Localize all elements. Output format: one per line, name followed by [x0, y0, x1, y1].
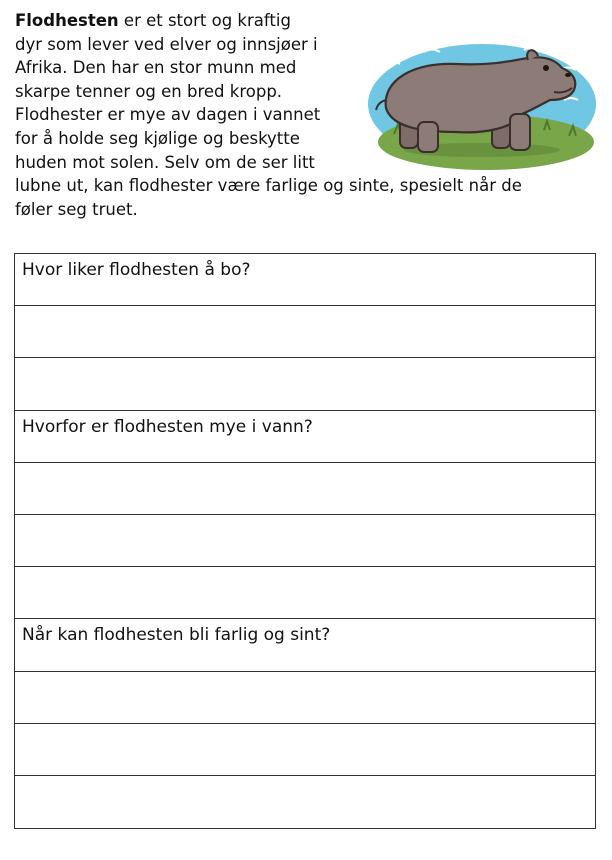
intro-line-5: Flodhester er mye av dagen i vannet [15, 105, 321, 125]
hippo-icon [364, 30, 596, 175]
answer-line[interactable] [15, 306, 595, 358]
question-row [15, 619, 595, 671]
intro-line-3: Afrika. Den har en stor munn med [15, 58, 297, 78]
question-3: Når kan flodhesten bli farlig og sint? [22, 625, 331, 646]
question-row [15, 254, 595, 306]
answer-line[interactable] [15, 463, 595, 515]
intro-line-1-rest: er et stort og kraftig [118, 11, 291, 30]
intro-line-7: huden mot solen. Selv om de ser litt [15, 152, 315, 172]
intro-line-6: for å holde seg kjølige og beskytte [15, 128, 300, 148]
intro-line-9: føler seg truet. [15, 199, 138, 219]
answer-line[interactable] [15, 724, 595, 776]
intro-line-8: lubne ut, kan flodhester være farlige og sinte, spesielt når de [15, 176, 522, 196]
intro-line-4: skarpe tenner og en bred kropp. [15, 81, 283, 101]
answer-line[interactable] [15, 515, 595, 567]
intro-line-2: dyr som lever ved elver og innsjøer i [15, 34, 318, 54]
answer-line[interactable] [15, 672, 595, 724]
answer-line[interactable] [15, 567, 595, 619]
question-1: Hvor liker flodhesten å bo? [22, 260, 251, 280]
answer-line[interactable] [15, 358, 595, 410]
question-2: Hvorfor er flodhesten mye i vann? [22, 416, 313, 437]
answer-table [14, 253, 596, 829]
intro-bold-word: Flodhesten [15, 11, 119, 30]
answer-line[interactable] [15, 776, 595, 828]
question-row [15, 411, 595, 463]
